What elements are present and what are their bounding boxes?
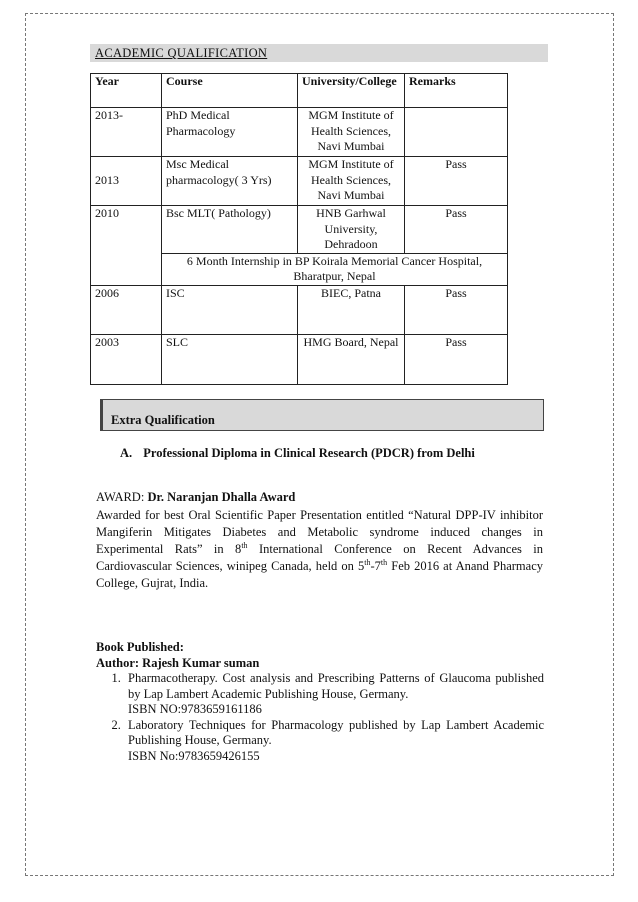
academic-qualification-table <box>90 73 508 385</box>
table-header-row <box>91 74 508 108</box>
book-description: Pharmacotherapy. Cost analysis and Prescribing Patterns of Glaucoma published by Lap Lambert Academic Publishing House, Germany. <box>128 671 544 701</box>
table-row <box>91 108 508 157</box>
cell-remarks <box>405 108 508 157</box>
cell-course: Msc Medical pharmacology( 3 Yrs) <box>162 157 298 206</box>
cell-year: 2013- <box>91 108 162 157</box>
internship-cell: 6 Month Internship in BP Koirala Memorial Cancer Hospital, Bharatpur, Nepal <box>162 253 508 285</box>
cell-year: 2003 <box>91 334 162 384</box>
cell-university: MGM Institute of Health Sciences, Navi Mumbai <box>298 157 405 206</box>
diploma-marker: A. <box>120 446 133 460</box>
cell-university: BIEC, Patna <box>298 285 405 334</box>
table-row <box>91 285 508 334</box>
cell-course: Bsc MLT( Pathology) <box>162 206 298 254</box>
book-list <box>96 671 544 764</box>
table-row <box>91 206 508 254</box>
cell-course: PhD Medical Pharmacology <box>162 108 298 157</box>
book-isbn: ISBN NO:9783659161186 <box>128 702 262 716</box>
cell-year: 2006 <box>91 285 162 334</box>
cell-year: 2013 <box>91 157 162 206</box>
cell-course: ISC <box>162 285 298 334</box>
award-description: Awarded for best Oral Scientific Paper Presentation entitled “Natural DPP-IV inhibitor Mangiferin Mitigates Diabetes and Metabolic syndrome induced changes in Experimental Rats” in 8th International Conference on Recent Advances in Cardiovascular Sciences, winipeg Canada, held on 5th-7th Feb 2016 at Anand Pharmacy College, Gujrat, India. <box>96 508 544 590</box>
col-header-course: Course <box>162 74 298 108</box>
book-description: Laboratory Techniques for Pharmacology published by Lap Lambert Academic Publishing House, Germany. <box>128 717 544 747</box>
award-section <box>96 489 543 592</box>
col-header-remarks: Remarks <box>405 74 508 108</box>
book-published-section <box>96 640 544 764</box>
col-header-university: University/College <box>298 74 405 108</box>
academic-qualification-heading: ACADEMIC QUALIFICATION <box>90 44 548 62</box>
table-row <box>91 334 508 384</box>
book-section-title: Book Published: <box>96 640 184 654</box>
book-isbn: ISBN No:9783659426155 <box>128 748 260 763</box>
list-item <box>124 671 544 718</box>
award-label: AWARD: <box>96 490 145 504</box>
diploma-text: Professional Diploma in Clinical Research (PDCR) from Delhi <box>143 446 475 460</box>
cell-remarks: Pass <box>405 157 508 206</box>
table-row <box>91 157 508 206</box>
cell-year: 2010 <box>91 206 162 286</box>
cell-course: SLC <box>162 334 298 384</box>
list-item <box>124 718 544 765</box>
award-name: Dr. Naranjan Dhalla Award <box>147 490 296 504</box>
cell-university: HMG Board, Nepal <box>298 334 405 384</box>
cell-university: HNB Garhwal University, Dehradoon <box>298 206 405 254</box>
cell-remarks: Pass <box>405 334 508 384</box>
cell-remarks: Pass <box>405 206 508 254</box>
extra-qualification-heading: Extra Qualification <box>100 399 544 431</box>
book-author: Author: Rajesh Kumar suman <box>96 655 260 670</box>
cell-remarks: Pass <box>405 285 508 334</box>
cell-university: MGM Institute of Health Sciences, Navi Mumbai <box>298 108 405 157</box>
diploma-item <box>120 446 475 461</box>
col-header-year: Year <box>91 74 162 108</box>
